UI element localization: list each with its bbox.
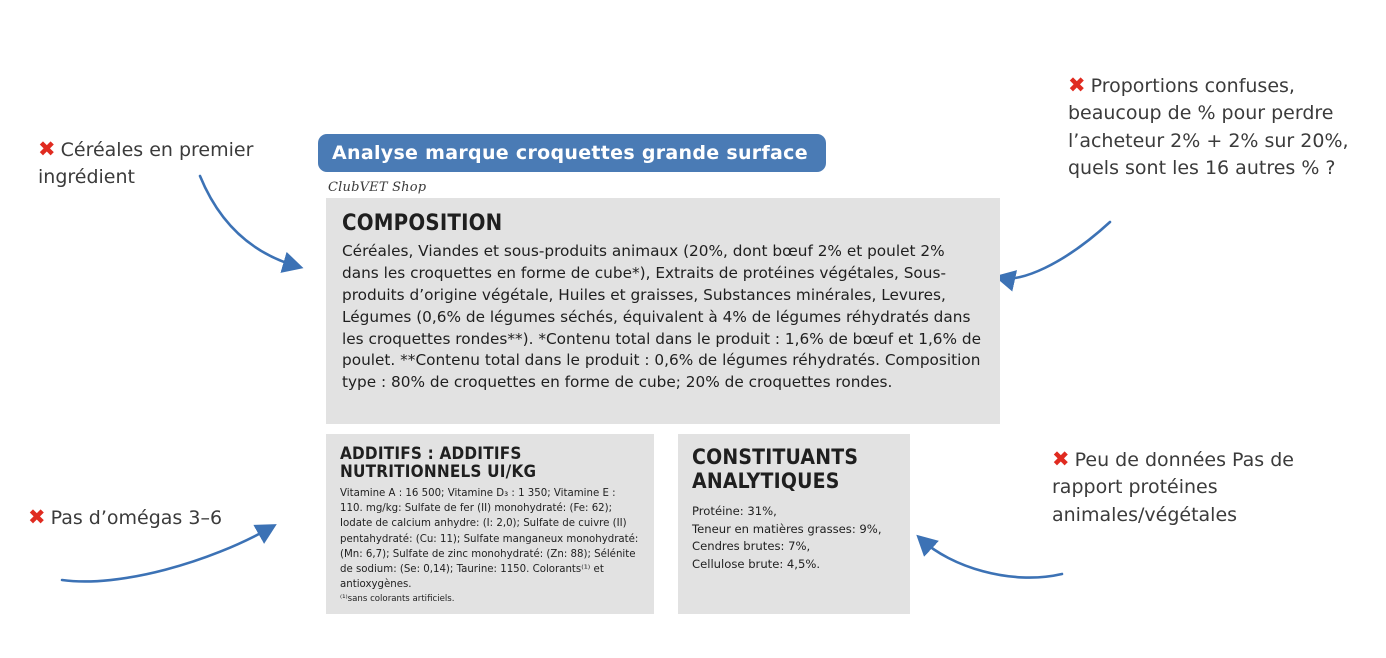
composition-body: Céréales, Viandes et sous-produits animaux (20%, dont bœuf 2% et poulet 2% dans les croquettes en forme de cube*), Extraits de protéines végétales, Sous-produits d’origine végétale, Huiles et graisses, Substances minérales, Levures, Légumes (0,6% de légumes séchés, équivalent à 4% de légumes réhydratés dans les croquettes rondes**). *Contenu total dans le produit : 1,6% de bœuf et 1,6% de poulet. **Contenu total dans le produit : 0,6% de légumes réhydratés. Composition type : 80% de croquettes en forme de cube; 20% de croquettes rondes. [342, 242, 982, 392]
additifs-panel [326, 434, 654, 614]
arrow-donnees [922, 540, 1062, 578]
composition-panel [326, 198, 1000, 424]
annotation-omegas [28, 502, 288, 532]
constituants-line-2: Teneur en matières grasses: 9%, [692, 521, 882, 536]
annotation-donnees [1052, 444, 1362, 529]
annotation-cereales-text: Céréales en premier ingrédient [38, 139, 254, 189]
constituants-panel [678, 434, 910, 614]
additifs-heading: ADDITIFS : ADDITIFS NUTRITIONNELS UI/KG [340, 444, 537, 482]
additifs-body: Vitamine A : 16 500; Vitamine D₃ : 1 350; Vitamine E : 110. mg/kg: Sulfate de fer (II) monohydraté: (Fe: 62); Iodate de calcium anhydre: (I: 2,0); Sulfate de cuivre (II) pentahydraté: (Cu: 11); Sulfate manganeux monohydraté: (Mn: 6,7); Sulfate de zinc monohydraté: (Zn: 88); Sélénite de sodium: (Se: 0,14); Taurine: 1150. Colorants⁽¹⁾ et antioxygènes. [340, 487, 639, 591]
constituants-line-3: Cendres brutes: 7%, [692, 539, 811, 554]
x-icon: ✖ [1052, 447, 1070, 471]
composition-heading: COMPOSITION [342, 211, 503, 236]
x-icon: ✖ [38, 137, 56, 161]
annotation-donnees-text: Peu de données Pas de rapport protéines animales/végétales [1052, 449, 1294, 526]
x-icon: ✖ [1068, 73, 1086, 97]
annotation-cereales [38, 134, 318, 192]
x-icon: ✖ [28, 505, 46, 529]
constituants-heading: CONSTITUANTS ANALYTIQUES [692, 445, 859, 493]
page-title: Analyse marque croquettes grande surface [332, 142, 808, 164]
arrow-omegas [62, 528, 270, 581]
constituants-line-1: Protéine: 31%, [692, 504, 777, 519]
page-title-pill [318, 134, 826, 172]
brand-signature: ClubVET Shop [328, 180, 427, 195]
arrow-proportions [1002, 222, 1110, 279]
annotation-omegas-text: Pas d’omégas 3–6 [50, 507, 223, 529]
annotation-proportions [1068, 70, 1368, 182]
annotation-proportions-text: Proportions confuses, beaucoup de % pour perdre l’acheteur 2% + 2% sur 20%, quels sont les 16 autres % ? [1068, 75, 1349, 180]
constituants-line-4: Cellulose brute: 4,5%. [692, 556, 821, 571]
additifs-footnote: ⁽¹⁾sans colorants artificiels. [340, 593, 455, 604]
